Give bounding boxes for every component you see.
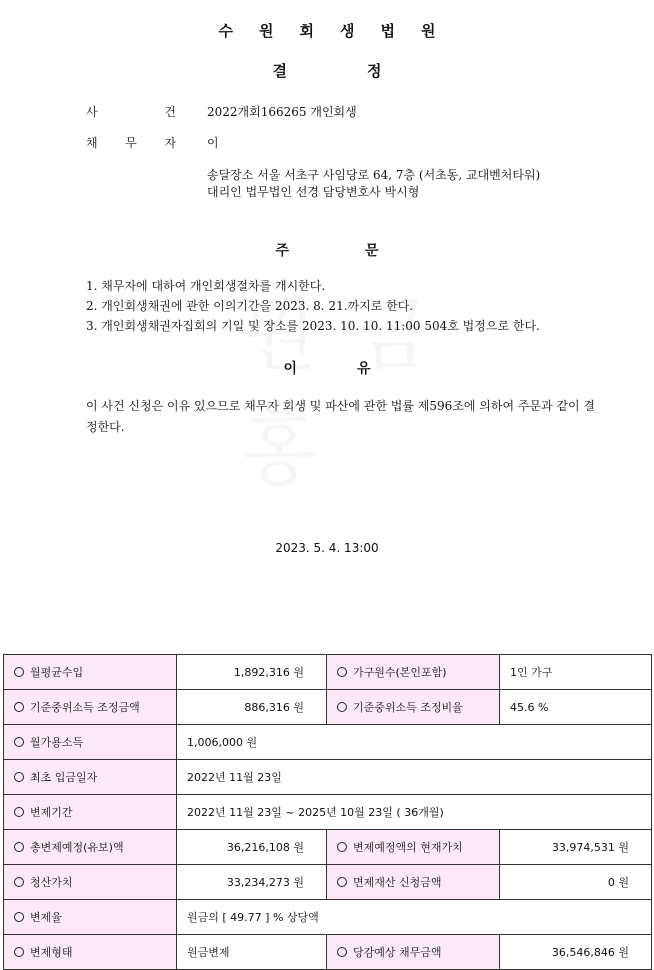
decision-date: 2023. 5. 4. 13:00 (275, 541, 379, 555)
table-cell: 45.6 % (500, 690, 652, 725)
table-cell: 1,006,000 원 (177, 725, 652, 760)
order-item: 3. 개인회생채권자집회의 기일 및 장소를 2023. 10. 10. 11:00 504호 법정으로 한다. (86, 319, 540, 333)
table-header-cell: 최초 입금일자 (4, 760, 177, 795)
table-cell: 886,316 원 (177, 690, 327, 725)
table-cell: 1인 가구 (500, 655, 652, 690)
table-row (4, 830, 652, 865)
case-number: 2022개회166265 개인회생 (207, 105, 357, 119)
circle-bullet-icon (337, 702, 347, 712)
table-cell: 33,234,273 원 (177, 865, 327, 900)
table-cell: 36,216,108 원 (177, 830, 327, 865)
table-header-cell: 변제예정액의 현재가치 (327, 830, 500, 865)
circle-bullet-icon (14, 702, 24, 712)
circle-bullet-icon (14, 912, 24, 922)
table-header-cell: 면제재산 신청금액 (327, 865, 500, 900)
table-header-cell: 기준중위소득 조정금액 (4, 690, 177, 725)
order-list (86, 278, 540, 338)
table-row (4, 865, 652, 900)
table-header-cell: 청산가치 (4, 865, 177, 900)
table-header-cell: 변제형태 (4, 935, 177, 970)
table-header-cell: 기준중위소득 조정비율 (327, 690, 500, 725)
debtor-label: 채 무 자 (86, 136, 176, 150)
table-cell: 원금변제 (177, 935, 327, 970)
table-row (4, 760, 652, 795)
table-header-cell: 변제율 (4, 900, 177, 935)
table-header-cell: 가구원수(본인포함) (327, 655, 500, 690)
circle-bullet-icon (337, 947, 347, 957)
circle-bullet-icon (337, 877, 347, 887)
table-row (4, 900, 652, 935)
table-cell: 33,974,531 원 (500, 830, 652, 865)
delivery-address: 송달장소 서울 서초구 사임당로 64, 7층 (서초동, 교대벤처타워) (207, 168, 541, 182)
circle-bullet-icon (14, 877, 24, 887)
table-row (4, 655, 652, 690)
court-name: 수 원 회 생 법 원 (218, 22, 436, 40)
table-cell: 2022년 11월 23일 ~ 2025년 10월 23일 ( 36개월) (177, 795, 652, 830)
table-header-cell: 총변제예정(유보)액 (4, 830, 177, 865)
repayment-summary-table (3, 654, 652, 970)
circle-bullet-icon (337, 842, 347, 852)
circle-bullet-icon (14, 667, 24, 677)
table-cell: 2022년 11월 23일 (177, 760, 652, 795)
document-title: 결 정 (272, 62, 382, 80)
table-row (4, 690, 652, 725)
circle-bullet-icon (14, 807, 24, 817)
table-row (4, 795, 652, 830)
circle-bullet-icon (14, 772, 24, 782)
order-title: 주 문 (275, 243, 379, 259)
table-cell: 1,892,316 원 (177, 655, 327, 690)
table-row (4, 935, 652, 970)
circle-bullet-icon (337, 667, 347, 677)
legal-agent: 대리인 법무법인 선경 담당변호사 박시형 (207, 185, 420, 199)
debtor-name: 이 (207, 136, 219, 150)
table-header-cell: 변제기간 (4, 795, 177, 830)
table-cell: 36,546,846 원 (500, 935, 652, 970)
reason-text: 이 사건 신청은 이유 있으므로 채무자 회생 및 파산에 관한 법률 제596조에 의하여 주문과 같이 결정한다. (86, 399, 596, 434)
circle-bullet-icon (14, 737, 24, 747)
case-label: 사 건 (86, 105, 176, 119)
circle-bullet-icon (14, 947, 24, 957)
table-cell: 0 원 (500, 865, 652, 900)
table-cell: 원금의 [ 49.77 ] % 상당액 (177, 900, 652, 935)
circle-bullet-icon (14, 842, 24, 852)
table-row (4, 725, 652, 760)
reason-title: 이 유 (283, 361, 371, 377)
table-header-cell: 월가용소득 (4, 725, 177, 760)
order-item: 2. 개인회생채권에 관한 이의기간을 2023. 8. 21.까지로 한다. (86, 299, 414, 313)
table-header-cell: 당감예상 채무금액 (327, 935, 500, 970)
order-item: 1. 채무자에 대하여 개인회생절차를 개시한다. (86, 279, 326, 293)
table-header-cell: 월평균수입 (4, 655, 177, 690)
